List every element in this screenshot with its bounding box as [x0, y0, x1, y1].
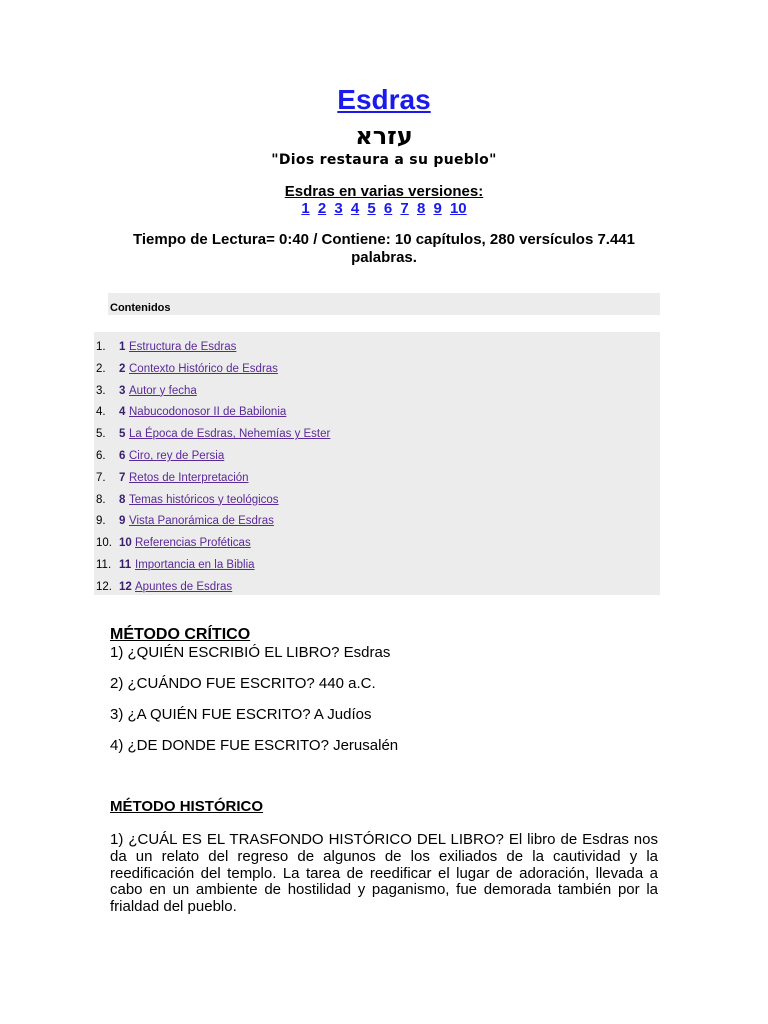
toc-link[interactable]: Referencias Proféticas	[135, 537, 251, 550]
table-of-contents	[94, 332, 660, 595]
list-item	[94, 572, 660, 592]
item-number: 7.	[96, 471, 106, 484]
reading-info: Tiempo de Lectura= 0:40 / Contiene: 10 capítulos, 280 versículos 7.441 palabras.	[132, 231, 635, 266]
item-index: 6	[119, 450, 126, 462]
item-number: 9.	[96, 515, 106, 528]
item-number: 12.	[96, 580, 112, 593]
question-2: 2) ¿CUÁNDO FUE ESCRITO? 440 a.C.	[110, 675, 376, 692]
version-link[interactable]: 6	[383, 200, 393, 217]
item-number: 8.	[96, 493, 106, 506]
item-index: 4	[119, 406, 126, 419]
subtitle: "Dios restaura a su pueblo"	[271, 152, 497, 168]
toc-link[interactable]: Vista Panorámica de Esdras	[129, 515, 274, 528]
version-link[interactable]: 9	[433, 200, 442, 217]
list-item	[94, 485, 660, 505]
item-number: 6.	[96, 450, 106, 462]
version-link[interactable]: 1	[301, 200, 310, 217]
item-number: 11.	[96, 559, 112, 571]
toc-heading-text: Contenidos	[110, 302, 171, 314]
version-link[interactable]: 4	[350, 200, 360, 217]
item-index: 1	[119, 341, 126, 353]
item-index: 3	[119, 384, 126, 397]
metodo-critico-heading: MÉTODO CRÍTICO	[110, 626, 251, 643]
toc-link[interactable]: Nabucodonosor II de Babilonia	[129, 406, 287, 419]
toc-link[interactable]: Estructura de Esdras	[129, 341, 237, 353]
question-4: 4) ¿DE DONDE FUE ESCRITO? Jerusalén	[110, 737, 399, 754]
item-number: 5.	[96, 428, 106, 441]
list-item	[94, 463, 660, 483]
list-item	[94, 550, 660, 570]
title-link[interactable]: Esdras	[337, 84, 431, 115]
version-link[interactable]: 10	[449, 200, 467, 217]
toc-link[interactable]: Temas históricos y teológicos	[129, 493, 279, 506]
list-item	[94, 506, 660, 526]
list-item	[94, 441, 660, 461]
metodo-historico-heading: MÉTODO HISTÓRICO	[110, 798, 264, 815]
item-index: 10	[119, 537, 132, 550]
item-index: 8	[119, 493, 126, 506]
item-index: 2	[119, 362, 126, 375]
historico-paragraph: 1) ¿CUÁL ES EL TRASFONDO HISTÓRICO DEL LIBRO? El libro de Esdras nos da un relato del regreso de algunos de los exiliados de la cautividad y la reedificación del templo. La tarea de reedificar el lugar de adoración, llevada a cabo en un ambiente de hostilidad y paganismo, fue demorada también por la frialdad del pueblo.	[110, 831, 658, 916]
toc-link[interactable]: La Época de Esdras, Nehemías y Ester	[129, 428, 331, 441]
version-link[interactable]: 3	[334, 200, 343, 217]
toc-link[interactable]: Importancia en la Biblia	[135, 559, 255, 571]
toc-link[interactable]: Autor y fecha	[129, 384, 197, 397]
toc-heading	[108, 293, 660, 315]
item-number: 1.	[96, 341, 106, 353]
version-link[interactable]: 8	[416, 200, 426, 217]
versions-label-text: Esdras en varias versiones:	[284, 183, 484, 200]
list-item	[94, 354, 660, 374]
item-index: 12	[119, 580, 132, 593]
list-item	[94, 376, 660, 396]
toc-link[interactable]: Retos de Interpretación	[129, 471, 249, 484]
item-index: 9	[119, 515, 126, 528]
version-link[interactable]: 2	[317, 200, 327, 217]
list-item	[94, 419, 660, 439]
versions-label	[0, 183, 768, 200]
toc-link[interactable]: Contexto Histórico de Esdras	[129, 362, 278, 375]
list-item	[94, 528, 660, 548]
question-1: 1) ¿QUIÉN ESCRIBIÓ EL LIBRO? Esdras	[110, 644, 391, 661]
item-number: 4.	[96, 406, 106, 419]
list-item	[94, 397, 660, 417]
toc-link[interactable]: Ciro, rey de Persia	[129, 450, 225, 462]
question-3: 3) ¿A QUIÉN FUE ESCRITO? A Judíos	[110, 706, 372, 723]
item-index: 11	[119, 559, 132, 571]
toc-link[interactable]: Apuntes de Esdras	[135, 580, 233, 593]
version-link[interactable]: 5	[367, 200, 376, 217]
item-index: 7	[119, 471, 126, 484]
item-index: 5	[119, 428, 126, 441]
versions-links	[0, 200, 768, 217]
page-title	[0, 84, 768, 116]
item-number: 2.	[96, 362, 106, 375]
list-item	[94, 332, 660, 352]
version-link[interactable]: 7	[400, 200, 409, 217]
hebrew-title: עזרא	[355, 122, 413, 150]
item-number: 10.	[96, 537, 112, 550]
item-number: 3.	[96, 384, 106, 397]
